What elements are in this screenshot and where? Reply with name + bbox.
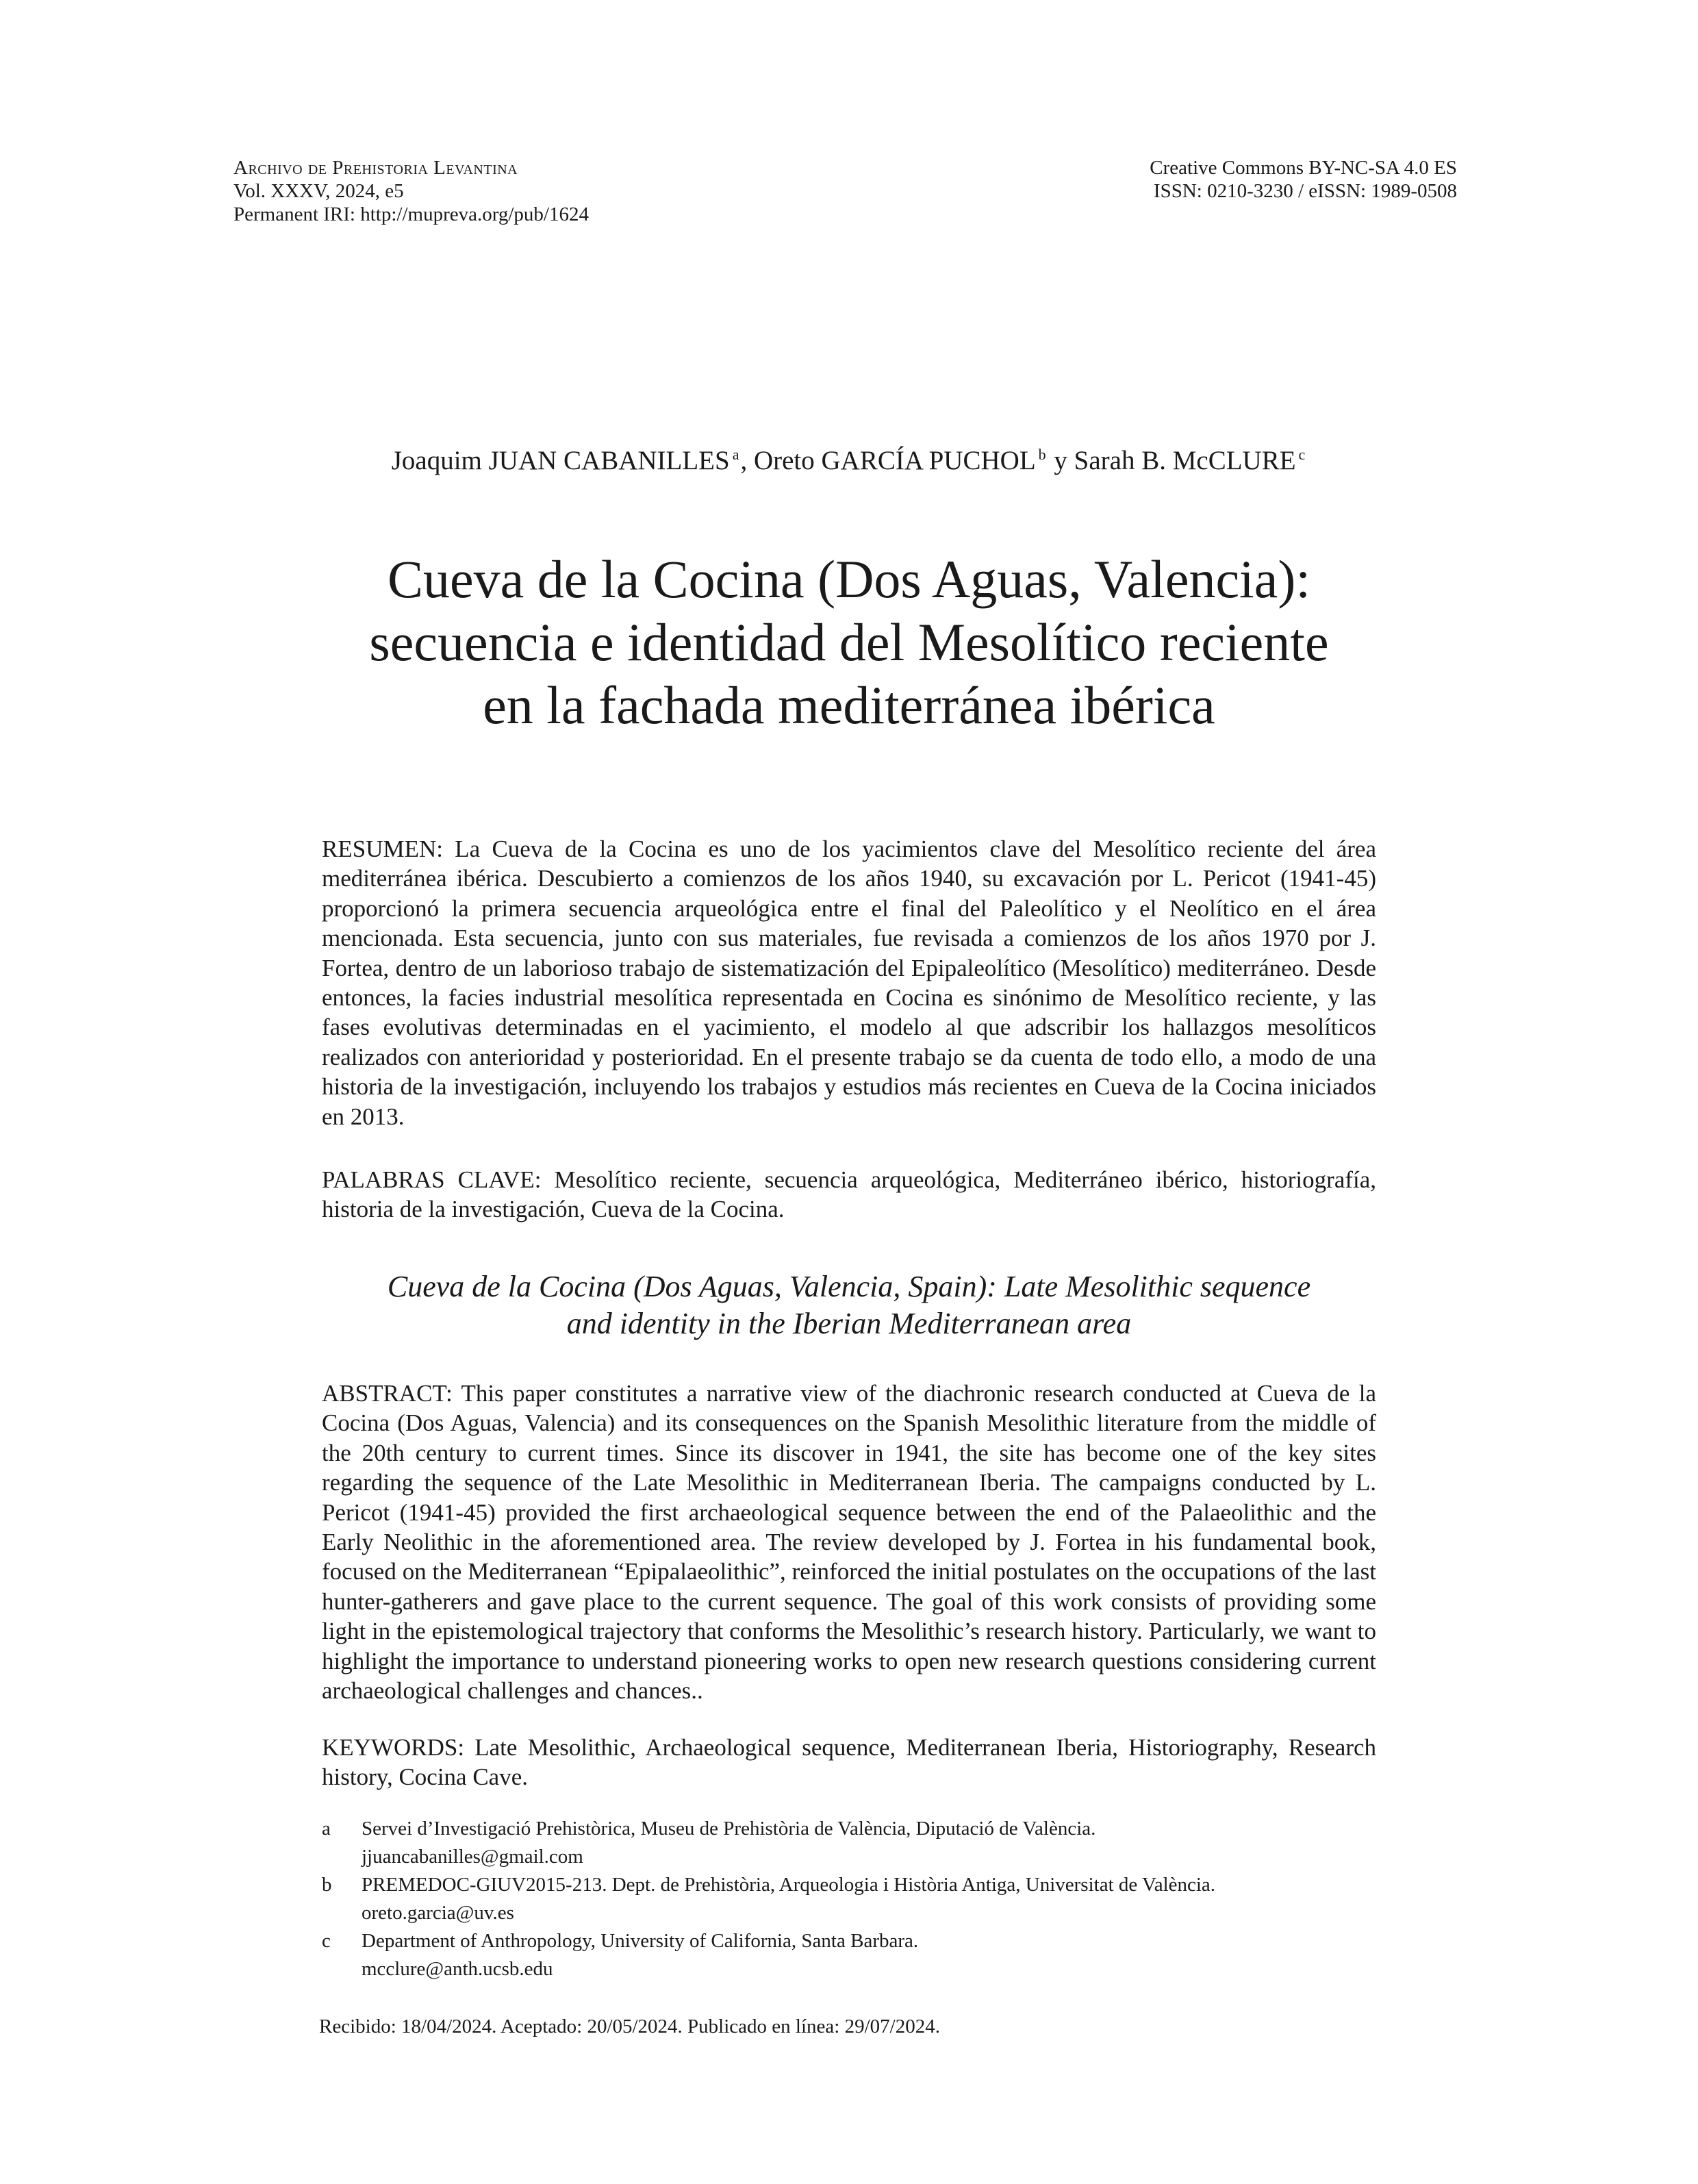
title-line-2: secuencia e identidad del Mesolítico reciente [369,612,1329,672]
affiliation-email: mcclure@anth.ucsb.edu [362,1958,553,1980]
license-header [959,156,1457,203]
keywords-label: KEYWORDS: [322,1734,465,1761]
affiliation-key: c [322,1930,331,1952]
title-line-1: Cueva de la Cocina (Dos Aguas, Valencia): [387,549,1310,609]
english-title-line-1: Cueva de la Cocina (Dos Aguas, Valencia, Spain): Late Mesolithic sequence [387,1270,1311,1303]
license-text: Creative Commons BY-NC-SA 4.0 ES [1150,157,1457,179]
resumen-paragraph [322,834,1376,1131]
abstract-paragraph [322,1379,1376,1705]
abstract-label: ABSTRACT: [322,1380,453,1407]
affiliation-item [322,1815,1417,1871]
author-2: Oreto GARCÍA PUCHOL [753,446,1036,475]
palabras-clave-label: PALABRAS CLAVE: [322,1166,542,1193]
affiliation-key: b [322,1874,332,1896]
affiliation-institution: Servei d’Investigació Prehistòrica, Museu de Prehistòria de València, Diputació de València. [362,1818,1096,1840]
affiliation-email: oreto.garcia@uv.es [362,1902,514,1924]
english-title [322,1268,1376,1342]
affiliation-item [322,1871,1417,1927]
publication-dates: Recibido: 18/04/2024. Aceptado: 20/05/2024. Publicado en línea: 29/07/2024. [319,2016,940,2037]
journal-name: Archivo de Prehistoria Levantina [233,157,518,179]
article-title [233,548,1465,737]
resumen-label: RESUMEN: [322,836,443,862]
keywords-text: Late Mesolithic, Archaeological sequence, Mediterranean Iberia, Historiography, Research history, Cocina Cave. [322,1734,1377,1791]
english-title-line-2: and identity in the Iberian Mediterranean area [566,1307,1132,1340]
palabras-clave-text: Mesolítico reciente, secuencia arqueológica, Mediterráneo ibérico, historiografía, historia de la investigación, Cueva de la Cocina. [322,1166,1377,1223]
affiliation-email: jjuancabanilles@gmail.com [362,1846,583,1868]
affiliations [322,1815,1417,1983]
author-3: Sarah B. McCLURE [1074,446,1296,475]
affiliation-key: a [322,1818,331,1840]
resumen-text: La Cueva de la Cocina es uno de los yacimientos clave del Mesolítico reciente del área mediterránea ibérica. Descubierto a comienzos de los años 1940, su excavación por L. Pericot (1941-45) proporcionó la primera secuencia arqueológica entre el final del Paleolítico y el Neolítico en el área mencionada. Esta secuencia, junto con sus materiales, fue revisada a comienzos de los años 1970 por J. Fortea, dentro de un laborioso trabajo de sistematización del Epipaleolítico (Mesolítico) mediterráneo. Desde entonces, la facies industrial mesolítica representada en Cocina es sinónimo de Mesolítico reciente, y las fases evolutivas determinadas en el yacimiento, el modelo al que adscribir los hallazgos mesolíticos realizados con anterioridad y posterioridad. En el presente trabajo se da cuenta de todo ello, a modo de una historia de la investigación, incluyendo los trabajos y estudios más recientes en Cueva de la Cocina iniciados en 2013. [322,836,1376,1130]
affiliation-item [322,1927,1417,1983]
issn-text: ISSN: 0210-3230 / eISSN: 1989-0508 [1153,180,1457,202]
palabras-clave-paragraph [322,1165,1376,1225]
author-list: Joaquim JUAN CABANILLES $^a$, Oreto GARCÍA PUCHOL $^b$ y Sarah B. McCLURE $^c$ [391,446,1306,475]
permanent-iri: Permanent IRI: http://mupreva.org/pub/1624 [233,203,589,225]
keywords-paragraph [322,1733,1376,1792]
affiliation-institution: PREMEDOC-GIUV2015-213. Dept. de Prehistòria, Arqueologia i Història Antiga, Universitat de València. [362,1874,1216,1896]
abstract-text: This paper constitutes a narrative view of the diachronic research conducted at Cueva de la Cocina (Dos Aguas, Valencia) and its consequences on the Spanish Mesolithic literature from the middle of the 20th century to current times. Since its discover in 1941, the site has become one of the key sites regarding the sequence of the Late Mesolithic in Mediterranean Iberia. The campaigns conducted by L. Pericot (1941-45) provided the first archaeological sequence between the end of the Palaeolithic and the Early Neolithic in the aforementioned area. The review developed by J. Fortea in his fundamental book, focused on the Mediterranean “Epipalaeolithic”, reinforced the initial postulates on the occupations of the last hunter-gatherers and gave place to the current sequence. The goal of this work consists of providing some light in the epistemological trajectory that conforms the Mesolithic’s research history. Particularly, we want to highlight the importance to understand pioneering works to open new research questions considering current archaeological challenges and chances.. [322,1380,1376,1705]
affiliation-institution: Department of Anthropology, University of California, Santa Barbara. [362,1930,919,1952]
title-line-3: en la fachada mediterránea ibérica [483,675,1215,735]
author-connector: y [1054,446,1067,475]
author-1: Joaquim JUAN CABANILLES [391,446,730,475]
author-1-affil-mark: a [732,446,739,463]
journal-header [233,156,589,226]
author-3-affil-mark: c [1298,446,1306,463]
author-2-affil-mark: b [1038,446,1046,463]
volume-info: Vol. XXXV, 2024, e5 [233,180,404,202]
